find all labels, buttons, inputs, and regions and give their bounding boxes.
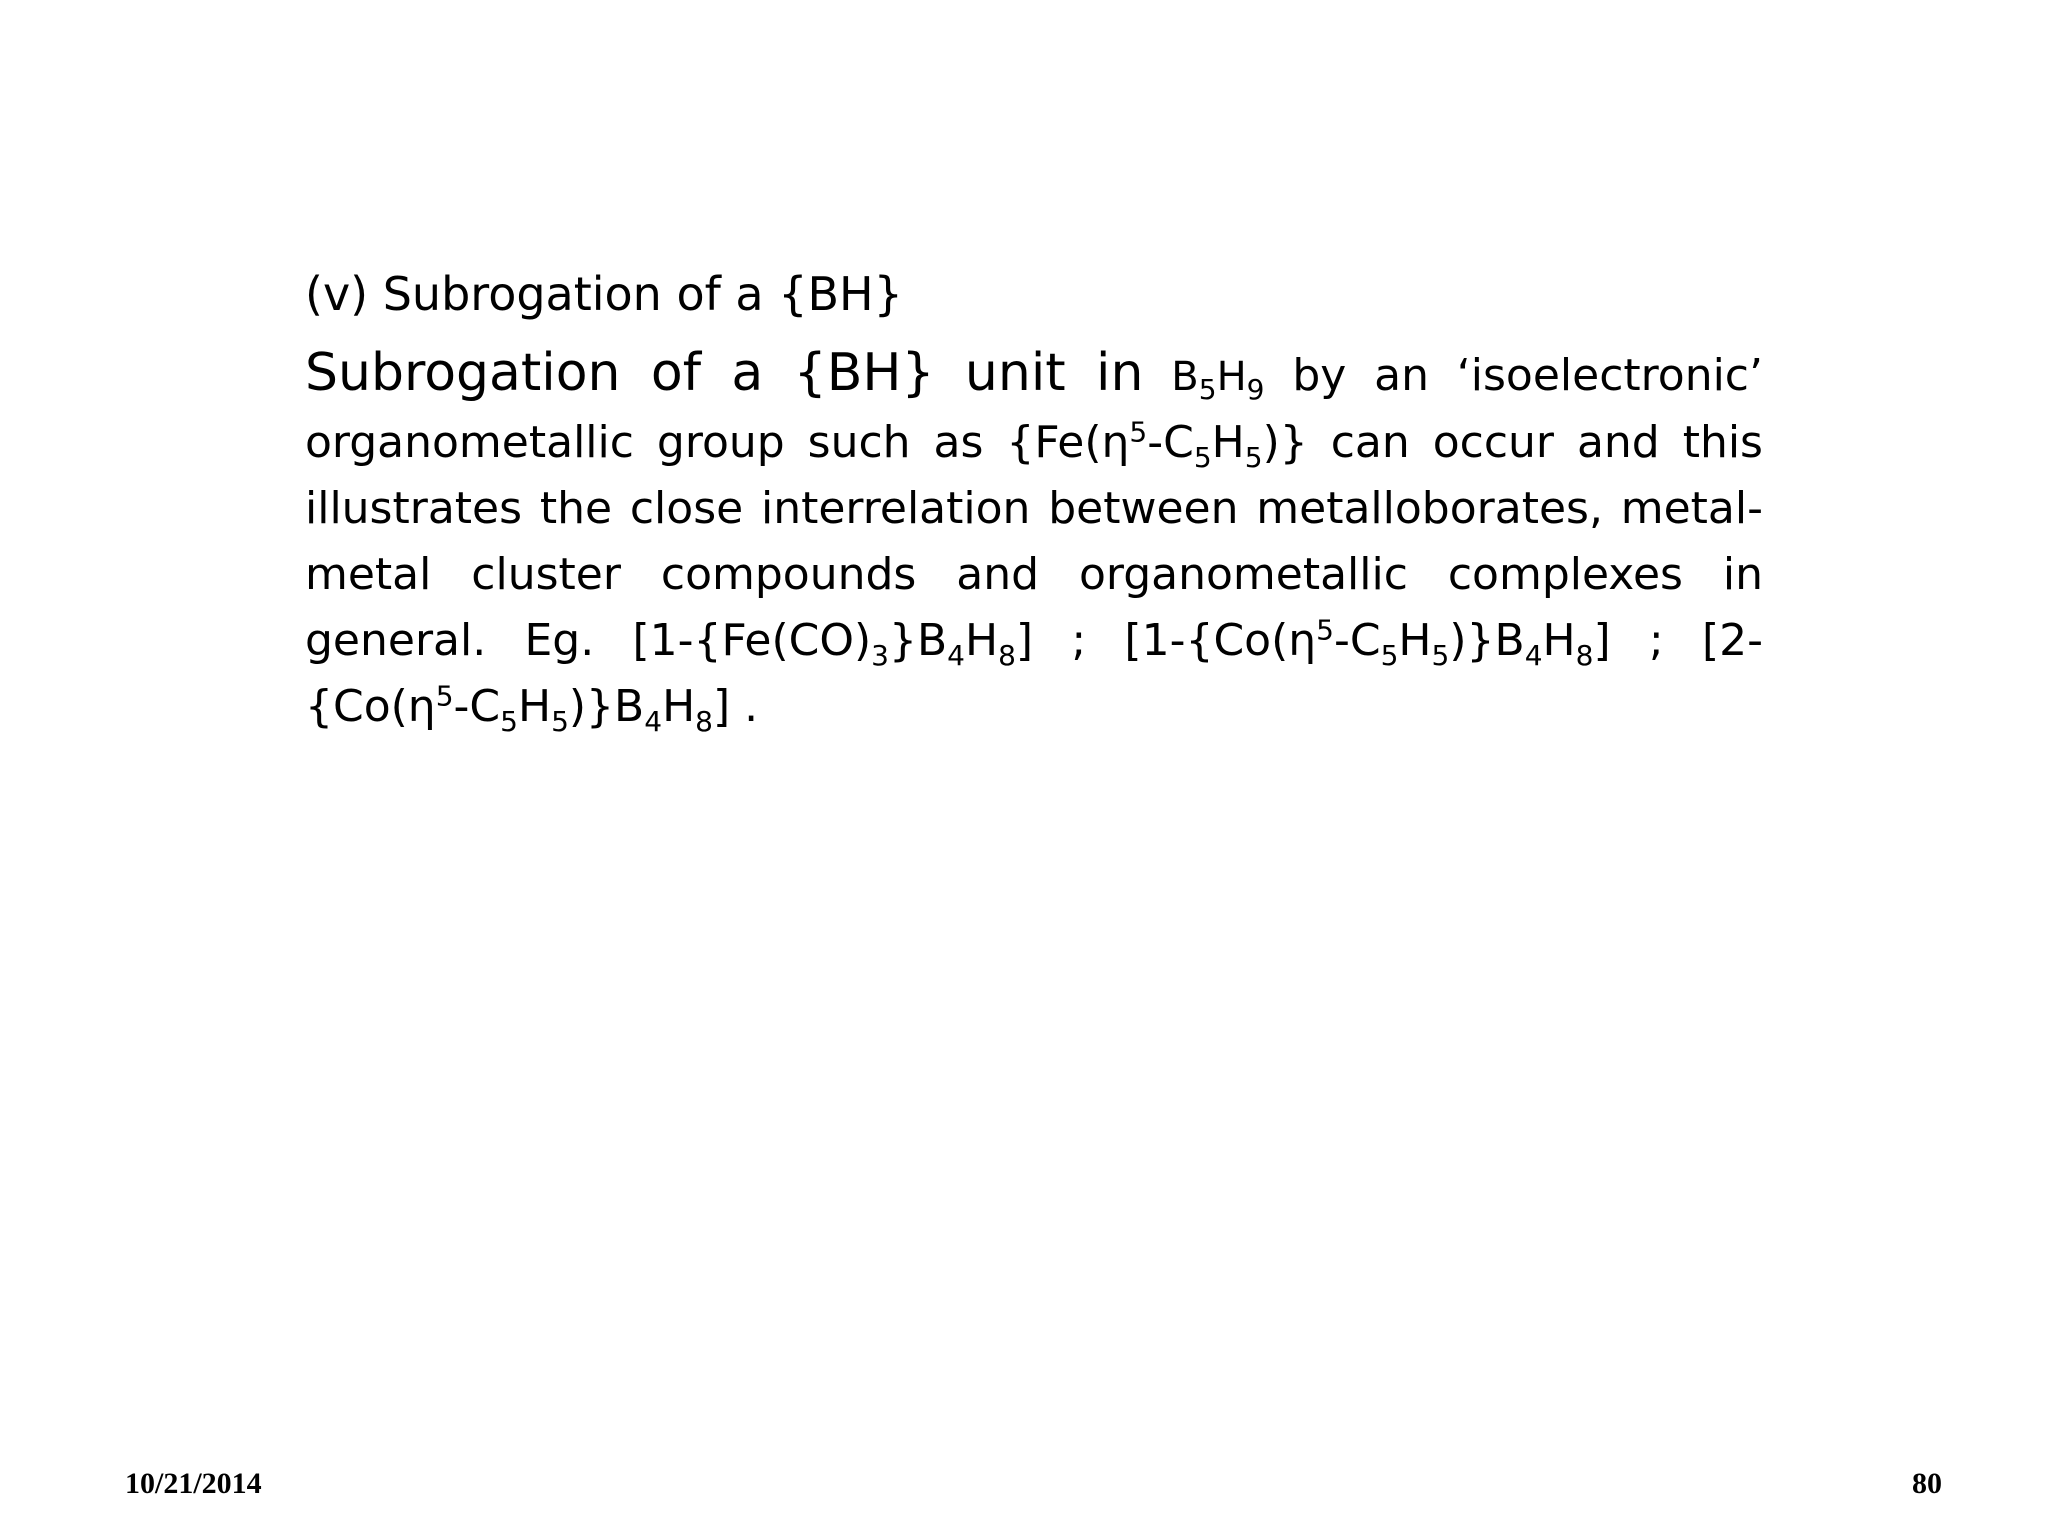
- formula-fe-group: $\{Fe(\eta^5-C_5H_5)\}$: [1006, 415, 1308, 474]
- slide-paragraph: [305, 340, 1763, 740]
- separator: ;: [1033, 615, 1125, 666]
- slide-heading: (v) Subrogation of a {BH}: [305, 267, 903, 321]
- page-number: 80: [1912, 1467, 1942, 1500]
- example-formula-1: $[1-\{Fe(CO)_3\}B_4H_8]$: [632, 615, 1034, 672]
- paragraph-text: can occur and this illustrates the close interrelation between metalloborates, metal-metal cluster compounds and organometallic complexes in general. Eg.: [305, 417, 1763, 666]
- slide-content: [305, 258, 1763, 740]
- example-formula-2: $[1-\{Co(\eta^5-C_5H_5)\}B_4H_8]$: [1124, 613, 1611, 672]
- paragraph-lead: Subrogation of a {BH} unit in: [305, 343, 1144, 403]
- footer-date: 10/21/2014: [125, 1467, 262, 1500]
- example-formula-3: $[2-\{Co(\eta^5-C_5H_5)\}B_4H_8]$ .: [305, 615, 1763, 738]
- separator: ;: [1610, 615, 1702, 666]
- paragraph-text: by an ‘isoelectronic’ organometallic group such as: [305, 350, 1763, 468]
- formula-b5h9: $B_5H_9$: [1171, 354, 1265, 406]
